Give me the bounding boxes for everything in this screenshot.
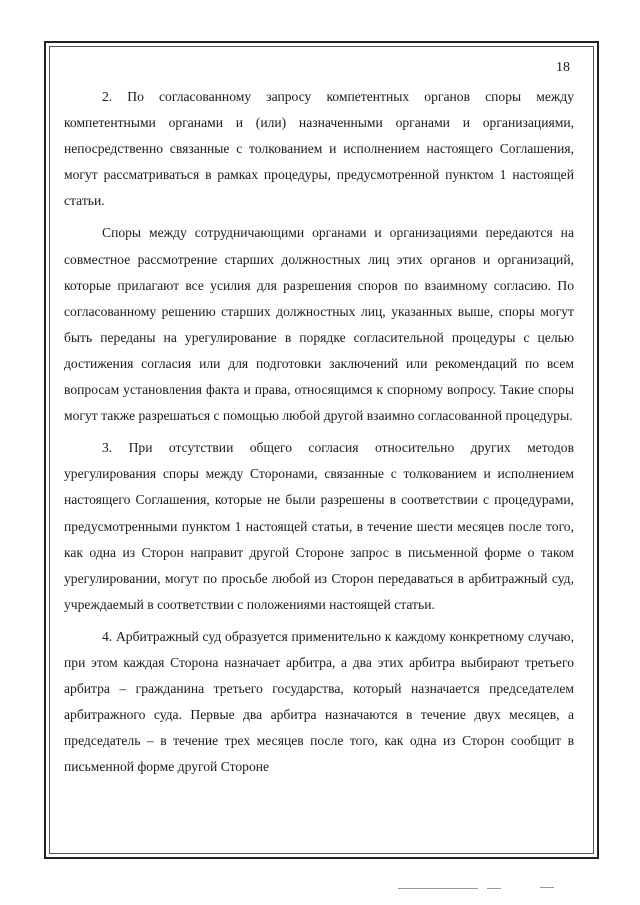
paragraph-4: 4. Арбитражный суд образуется применительно к каждому конкретному случаю, при этом каждая Сторона назначает арбитра, а два этих арбитра выбирают третьего арбитра – гражданина третьего государства, который назначается председателем арбитражного суда. Первые два арбитра назначаются в течение двух месяцев, а председатель – в течение трех месяцев после того, как одна из Сторон сообщит в письменной форме другой Стороне (64, 628, 574, 775)
paragraph-disputes-cooperating-bodies: Споры между сотрудничающими органами и организациями передаются на совместное рассмотрение старших должностных лиц этих органов и организаций, которые прилагают все усилия для разрешения споров по взаимному согласию. По согласованному решению старших должностных лиц, указанных выше, споры могут быть переданы на урегулирование в порядке согласительной процедуры с целью достижения согласия или для подготовки заключений или рекомендаций по всем вопросам установления факта и права, относящимся к спорному вопросу. Такие споры могут также разрешаться с помощью любой другой взаимно согласованной процедуры. (64, 225, 574, 424)
scan-artifact-line (540, 887, 554, 888)
paragraph-3: 3. При отсутствии общего согласия относительно других методов урегулирования споры между Сторонами, связанные с толкованием и исполнением настоящего Соглашения, которые не были разрешены в соответствии с процедурами, предусмотренными пунктом 1 настоящей статьи, в течение шести месяцев после того, как одна из Сторон направит другой Стороне запрос в письменной форме о таком урегулировании, могут по просьбе любой из Сторон передаваться в арбитражный суд, учреждаемый в соответствии с положениями настоящей статьи. (64, 440, 574, 612)
document-body (64, 84, 574, 780)
page-number: 18 (556, 60, 570, 75)
scan-artifact-line (487, 888, 501, 889)
scan-artifact-line (398, 888, 478, 889)
paragraph-2: 2. По согласованному запросу компетентных органов споры между компетентными органами и (или) назначенными органами и организациями, непосредственно связанные с толкованием и исполнением настоящего Соглашения, могут рассматриваться в рамках процедуры, предусмотренной пунктом 1 настоящей статьи. (64, 89, 574, 209)
